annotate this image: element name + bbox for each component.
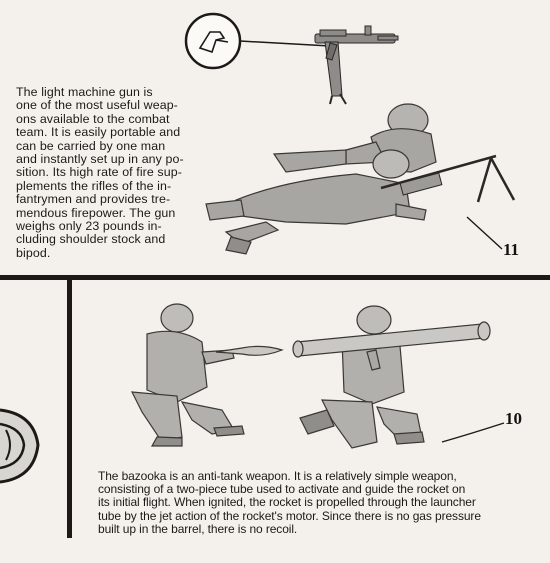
- figure-number-11: 11: [503, 240, 520, 259]
- figure-number-10: 10: [505, 409, 522, 428]
- machine-gun-description: The light machine gun is one of the most useful weap- ons available to the combat team. It is easily portable and can be carried by one man and instantly set up in any po- sition. Its high rate of fire sup- plements the rifles of the in- fantrymen and provides tre- mendous firepower. The gun weighs only 23 pounds in- cluding shoulder stock and bipod.: [16, 85, 184, 260]
- horizontal-divider: [0, 275, 550, 280]
- bazooka-description: The bazooka is an anti-tank weapon. It is a relatively simple weapon, consisting of a two-piece tube used to activate and guide the rocket on its initial flight. When ignited, the rocket is propelled through the launcher tube by the jet action of the rocket's motor. Since there is no gas pressure built up in the barrel, there is no recoil.: [98, 469, 481, 536]
- figure-11-pointer-line: [465, 215, 505, 255]
- machine-gun-section: [0, 0, 550, 275]
- figure-10-pointer-line: [440, 420, 506, 446]
- circle-inset-icon: [186, 14, 240, 68]
